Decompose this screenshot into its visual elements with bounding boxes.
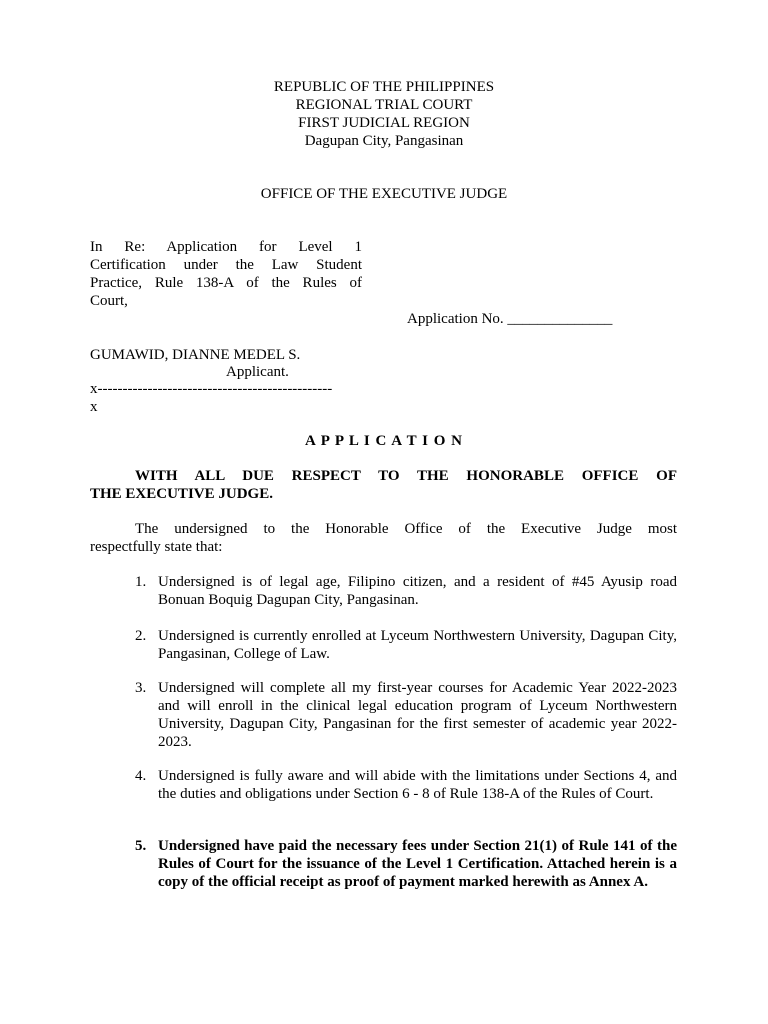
in-re-line-1: In Re: Application for Level 1 [90, 239, 362, 255]
intro-line-1: The undersigned to the Honorable Office of the Executive Judge most [135, 521, 677, 537]
list-item-text: Undersigned is currently enrolled at Lyceum Northwestern University, Dagupan City, Pangasinan, College of Law. [158, 628, 677, 662]
list-item-text: Undersigned is fully aware and will abide with the limitations under Sections 4, and the duties and obligations under Section 6 - 8 of Rule 138-A of the Rules of Court. [158, 768, 677, 802]
in-re-line-4: Court, [90, 293, 128, 309]
in-re-line-2: Certification under the Law Student [90, 257, 362, 273]
salutation-line-1: WITH ALL DUE RESPECT TO THE HONORABLE OFFICE OF [135, 468, 677, 484]
application-number: Application No. ______________ [407, 311, 613, 327]
applicant-label: Applicant. [226, 364, 289, 380]
in-re-line-3: Practice, Rule 138-A of the Rules of [90, 275, 362, 291]
caption-separator: x----------------------------------------------- [90, 381, 333, 397]
header-republic: REPUBLIC OF THE PHILIPPINES [273, 79, 495, 95]
salutation-line-2: THE EXECUTIVE JUDGE. [90, 486, 273, 502]
list-item [135, 767, 677, 803]
document-title: A P P L I C A T I O N [305, 433, 463, 449]
list-item [135, 573, 677, 609]
applicant-name: GUMAWID, DIANNE MEDEL S. [90, 347, 301, 363]
office-title: OFFICE OF THE EXECUTIVE JUDGE [260, 186, 508, 202]
list-item-number: 3. [135, 680, 147, 696]
intro-line-2: respectfully state that: [90, 539, 223, 555]
list-item-number: 2. [135, 628, 147, 644]
header-city: Dagupan City, Pangasinan [304, 133, 464, 149]
list-item-number: 5. [135, 838, 147, 854]
list-item [135, 679, 677, 751]
caption-separator-end: x [90, 399, 98, 415]
header-region: FIRST JUDICIAL REGION [298, 115, 470, 131]
list-item-text: Undersigned will complete all my first-year courses for Academic Year 2022-2023 and will enroll in the clinical legal education program of Lyceum Northwestern University, Dagupan City, Pangasinan for the first semester of academic year 2022-2023. [158, 680, 677, 750]
list-item [135, 837, 677, 891]
list-item-text: Undersigned have paid the necessary fees under Section 21(1) of Rule 141 of the Rules of Court for the issuance of the Level 1 Certification. Attached herein is a copy of the official receipt as proof of payment marked herewith as Annex A. [158, 838, 677, 890]
list-item-text: Undersigned is of legal age, Filipino citizen, and a resident of #45 Ayusip road Bonuan Boquig Dagupan City, Pangasinan. [158, 574, 677, 608]
list-item [135, 627, 677, 663]
list-item-number: 4. [135, 768, 147, 784]
list-item-number: 1. [135, 574, 147, 590]
header-court: REGIONAL TRIAL COURT [295, 97, 473, 113]
